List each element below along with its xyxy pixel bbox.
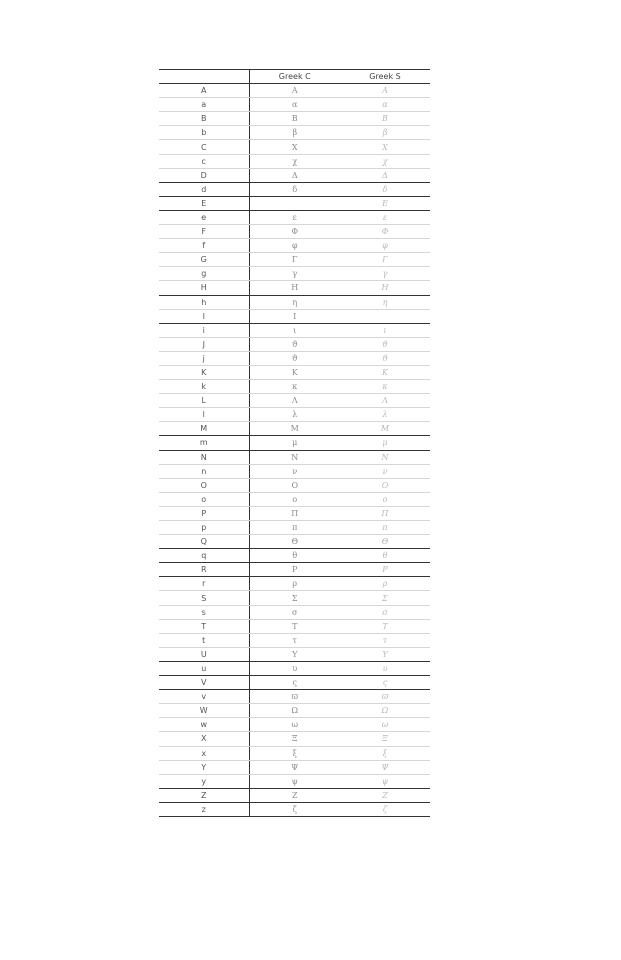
greek-s-glyph-cell: γ <box>340 267 430 281</box>
table-row <box>159 239 430 253</box>
greek-s-glyph-cell: ω <box>340 718 430 732</box>
greek-c-glyph-cell: Χ <box>249 140 340 154</box>
table-row <box>159 422 430 436</box>
latin-letter-cell: R <box>159 563 249 577</box>
table-row <box>159 605 430 619</box>
greek-s-glyph-cell: ρ <box>340 577 430 591</box>
table-row <box>159 140 430 154</box>
latin-letter-cell: T <box>159 619 249 633</box>
greek-c-glyph-cell: φ <box>249 239 340 253</box>
table-row <box>159 309 430 323</box>
table-row <box>159 281 430 295</box>
greek-s-glyph-cell: Ο <box>340 478 430 492</box>
greek-c-glyph-cell: α <box>249 98 340 112</box>
latin-letter-cell: w <box>159 718 249 732</box>
table-row <box>159 704 430 718</box>
latin-letter-cell: h <box>159 295 249 309</box>
latin-letter-cell: y <box>159 774 249 788</box>
greek-s-glyph-cell: Ψ <box>340 760 430 774</box>
greek-c-glyph-cell: λ <box>249 408 340 422</box>
table-row <box>159 633 430 647</box>
greek-c-glyph-cell <box>249 196 340 210</box>
greek-s-glyph-cell: θ <box>340 549 430 563</box>
greek-c-glyph-cell: ο <box>249 492 340 506</box>
greek-c-glyph-cell: σ <box>249 605 340 619</box>
latin-letter-cell: F <box>159 225 249 239</box>
latin-letter-cell: i <box>159 323 249 337</box>
latin-letter-cell: N <box>159 450 249 464</box>
table-row <box>159 774 430 788</box>
latin-letter-cell: p <box>159 521 249 535</box>
latin-letter-cell: k <box>159 380 249 394</box>
greek-c-glyph-cell: ε <box>249 210 340 224</box>
greek-c-glyph-cell: π <box>249 521 340 535</box>
table-row <box>159 450 430 464</box>
latin-letter-cell: H <box>159 281 249 295</box>
table-row <box>159 380 430 394</box>
table-row <box>159 746 430 760</box>
table-row <box>159 365 430 379</box>
latin-letter-cell: g <box>159 267 249 281</box>
latin-letter-cell: t <box>159 633 249 647</box>
table-row <box>159 661 430 675</box>
greek-s-glyph-cell: β <box>340 126 430 140</box>
latin-letter-cell: d <box>159 182 249 196</box>
greek-s-glyph-cell: λ <box>340 408 430 422</box>
latin-letter-cell: X <box>159 732 249 746</box>
greek-c-glyph-cell: κ <box>249 380 340 394</box>
greek-s-glyph-cell: μ <box>340 436 430 450</box>
greek-c-glyph-cell: τ <box>249 633 340 647</box>
latin-letter-cell: C <box>159 140 249 154</box>
latin-letter-cell: e <box>159 210 249 224</box>
greek-c-glyph-cell: ϖ <box>249 690 340 704</box>
greek-s-glyph-cell: Θ <box>340 535 430 549</box>
greek-c-glyph-cell: β <box>249 126 340 140</box>
table-row <box>159 788 430 802</box>
greek-c-glyph-cell: μ <box>249 436 340 450</box>
greek-s-glyph-cell: ϑ <box>340 337 430 351</box>
greek-c-glyph-cell: Ι <box>249 309 340 323</box>
latin-letter-cell: Z <box>159 788 249 802</box>
greek-s-glyph-cell: φ <box>340 239 430 253</box>
greek-c-glyph-cell: Π <box>249 506 340 520</box>
table-row <box>159 295 430 309</box>
greek-c-glyph-cell: Θ <box>249 535 340 549</box>
greek-s-glyph-cell: σ <box>340 605 430 619</box>
greek-s-glyph-cell: Ν <box>340 450 430 464</box>
greek-c-glyph-cell: ι <box>249 323 340 337</box>
latin-letter-cell: r <box>159 577 249 591</box>
latin-letter-cell: I <box>159 309 249 323</box>
greek-c-glyph-cell: Δ <box>249 168 340 182</box>
greek-s-glyph-cell: Δ <box>340 168 430 182</box>
greek-c-glyph-cell: Ω <box>249 704 340 718</box>
greek-s-glyph-cell: Η <box>340 281 430 295</box>
table-row <box>159 690 430 704</box>
greek-c-glyph-cell: υ <box>249 661 340 675</box>
greek-s-glyph-cell: χ <box>340 154 430 168</box>
greek-s-glyph-cell: ο <box>340 492 430 506</box>
greek-c-glyph-cell: ζ <box>249 802 340 816</box>
table-row <box>159 196 430 210</box>
greek-s-glyph-cell: κ <box>340 380 430 394</box>
greek-c-glyph-cell: Ο <box>249 478 340 492</box>
latin-letter-cell: Y <box>159 760 249 774</box>
table-row <box>159 154 430 168</box>
latin-letter-cell: a <box>159 98 249 112</box>
greek-s-glyph-cell: ε <box>340 210 430 224</box>
table-row <box>159 225 430 239</box>
greek-c-glyph-cell: Ψ <box>249 760 340 774</box>
greek-c-glyph-cell: ς <box>249 676 340 690</box>
table-row <box>159 210 430 224</box>
table-row <box>159 549 430 563</box>
greek-c-column-header: Greek C <box>249 70 340 84</box>
latin-letter-cell: M <box>159 422 249 436</box>
table-row <box>159 84 430 98</box>
greek-c-glyph-cell: Κ <box>249 365 340 379</box>
latin-letter-cell: G <box>159 253 249 267</box>
table-row <box>159 521 430 535</box>
table-row <box>159 351 430 365</box>
latin-letter-cell: b <box>159 126 249 140</box>
greek-c-glyph-cell: δ <box>249 182 340 196</box>
greek-s-glyph-cell: Β <box>340 112 430 126</box>
greek-s-glyph-cell: η <box>340 295 430 309</box>
greek-s-glyph-cell: α <box>340 98 430 112</box>
greek-c-glyph-cell: ψ <box>249 774 340 788</box>
greek-c-glyph-cell: Α <box>249 84 340 98</box>
latin-letter-cell: j <box>159 351 249 365</box>
greek-c-glyph-cell: Ν <box>249 450 340 464</box>
greek-s-glyph-cell: Ρ <box>340 563 430 577</box>
table-body <box>159 84 430 817</box>
table-row <box>159 126 430 140</box>
table-row <box>159 802 430 816</box>
greek-c-glyph-cell: ϑ <box>249 337 340 351</box>
greek-s-glyph-cell: Λ <box>340 394 430 408</box>
latin-letter-cell: D <box>159 168 249 182</box>
table-row <box>159 577 430 591</box>
greek-c-glyph-cell: ϑ <box>249 351 340 365</box>
greek-s-glyph-cell: Ω <box>340 704 430 718</box>
latin-letter-cell: c <box>159 154 249 168</box>
latin-letter-cell: A <box>159 84 249 98</box>
greek-s-glyph-cell: δ <box>340 182 430 196</box>
greek-c-glyph-cell: θ <box>249 549 340 563</box>
latin-letter-cell: v <box>159 690 249 704</box>
greek-s-glyph-cell: π <box>340 521 430 535</box>
greek-s-glyph-cell: Ε <box>340 196 430 210</box>
latin-letter-cell: m <box>159 436 249 450</box>
greek-s-glyph-cell: Χ <box>340 140 430 154</box>
table-row <box>159 337 430 351</box>
table-header-row <box>159 70 430 84</box>
table-row <box>159 506 430 520</box>
latin-letter-cell: E <box>159 196 249 210</box>
latin-letter-cell: W <box>159 704 249 718</box>
latin-column-header <box>159 70 249 84</box>
greek-c-glyph-cell: ξ <box>249 746 340 760</box>
greek-s-glyph-cell: Μ <box>340 422 430 436</box>
greek-s-glyph-cell: Σ <box>340 591 430 605</box>
latin-letter-cell: f <box>159 239 249 253</box>
greek-c-glyph-cell: Φ <box>249 225 340 239</box>
table-row <box>159 760 430 774</box>
latin-letter-cell: P <box>159 506 249 520</box>
greek-c-glyph-cell: Λ <box>249 394 340 408</box>
greek-c-glyph-cell: Υ <box>249 647 340 661</box>
greek-s-glyph-cell: υ <box>340 661 430 675</box>
latin-letter-cell: q <box>159 549 249 563</box>
table-row <box>159 112 430 126</box>
greek-s-glyph-cell: ι <box>340 323 430 337</box>
table-row <box>159 394 430 408</box>
greek-c-glyph-cell: Η <box>249 281 340 295</box>
table-row <box>159 408 430 422</box>
latin-letter-cell: o <box>159 492 249 506</box>
greek-font-comparison-table <box>159 69 430 817</box>
table-row <box>159 98 430 112</box>
table-row <box>159 253 430 267</box>
latin-letter-cell: L <box>159 394 249 408</box>
greek-c-glyph-cell: Ρ <box>249 563 340 577</box>
greek-s-glyph-cell: ϑ <box>340 351 430 365</box>
table-row <box>159 563 430 577</box>
latin-letter-cell: J <box>159 337 249 351</box>
greek-s-glyph-cell: ϖ <box>340 690 430 704</box>
greek-s-glyph-cell: Ξ <box>340 732 430 746</box>
greek-s-glyph-cell: Γ <box>340 253 430 267</box>
greek-s-glyph-cell: Π <box>340 506 430 520</box>
table-row <box>159 535 430 549</box>
table-row <box>159 478 430 492</box>
greek-c-glyph-cell: Γ <box>249 253 340 267</box>
greek-s-glyph-cell <box>340 309 430 323</box>
greek-c-glyph-cell: ρ <box>249 577 340 591</box>
latin-letter-cell: Q <box>159 535 249 549</box>
latin-letter-cell: x <box>159 746 249 760</box>
latin-letter-cell: B <box>159 112 249 126</box>
greek-s-glyph-cell: ξ <box>340 746 430 760</box>
table-row <box>159 718 430 732</box>
table-row <box>159 323 430 337</box>
greek-s-glyph-cell: Α <box>340 84 430 98</box>
table-row <box>159 676 430 690</box>
greek-c-glyph-cell: ν <box>249 464 340 478</box>
latin-letter-cell: u <box>159 661 249 675</box>
table-row <box>159 182 430 196</box>
greek-s-glyph-cell: ν <box>340 464 430 478</box>
greek-c-glyph-cell: Ξ <box>249 732 340 746</box>
latin-letter-cell: S <box>159 591 249 605</box>
latin-letter-cell: s <box>159 605 249 619</box>
greek-s-glyph-cell: ς <box>340 676 430 690</box>
table-row <box>159 267 430 281</box>
greek-c-glyph-cell: η <box>249 295 340 309</box>
greek-s-glyph-cell: ζ <box>340 802 430 816</box>
table-row <box>159 168 430 182</box>
greek-c-glyph-cell: Σ <box>249 591 340 605</box>
table-row <box>159 647 430 661</box>
latin-letter-cell: O <box>159 478 249 492</box>
latin-letter-cell: U <box>159 647 249 661</box>
table-row <box>159 619 430 633</box>
greek-c-glyph-cell: γ <box>249 267 340 281</box>
greek-c-glyph-cell: χ <box>249 154 340 168</box>
latin-letter-cell: V <box>159 676 249 690</box>
greek-s-glyph-cell: Ζ <box>340 788 430 802</box>
table-row <box>159 732 430 746</box>
table-row <box>159 591 430 605</box>
latin-letter-cell: n <box>159 464 249 478</box>
greek-c-glyph-cell: Ζ <box>249 788 340 802</box>
latin-letter-cell: z <box>159 802 249 816</box>
latin-letter-cell: K <box>159 365 249 379</box>
greek-c-glyph-cell: Β <box>249 112 340 126</box>
table-row <box>159 464 430 478</box>
table-row <box>159 492 430 506</box>
latin-letter-cell: l <box>159 408 249 422</box>
table-row <box>159 436 430 450</box>
greek-s-glyph-cell: ψ <box>340 774 430 788</box>
greek-s-glyph-cell: Τ <box>340 619 430 633</box>
greek-s-column-header: Greek S <box>340 70 430 84</box>
greek-s-glyph-cell: Υ <box>340 647 430 661</box>
greek-c-glyph-cell: ω <box>249 718 340 732</box>
greek-c-glyph-cell: Τ <box>249 619 340 633</box>
greek-s-glyph-cell: Κ <box>340 365 430 379</box>
greek-c-glyph-cell: Μ <box>249 422 340 436</box>
greek-s-glyph-cell: τ <box>340 633 430 647</box>
greek-s-glyph-cell: Φ <box>340 225 430 239</box>
